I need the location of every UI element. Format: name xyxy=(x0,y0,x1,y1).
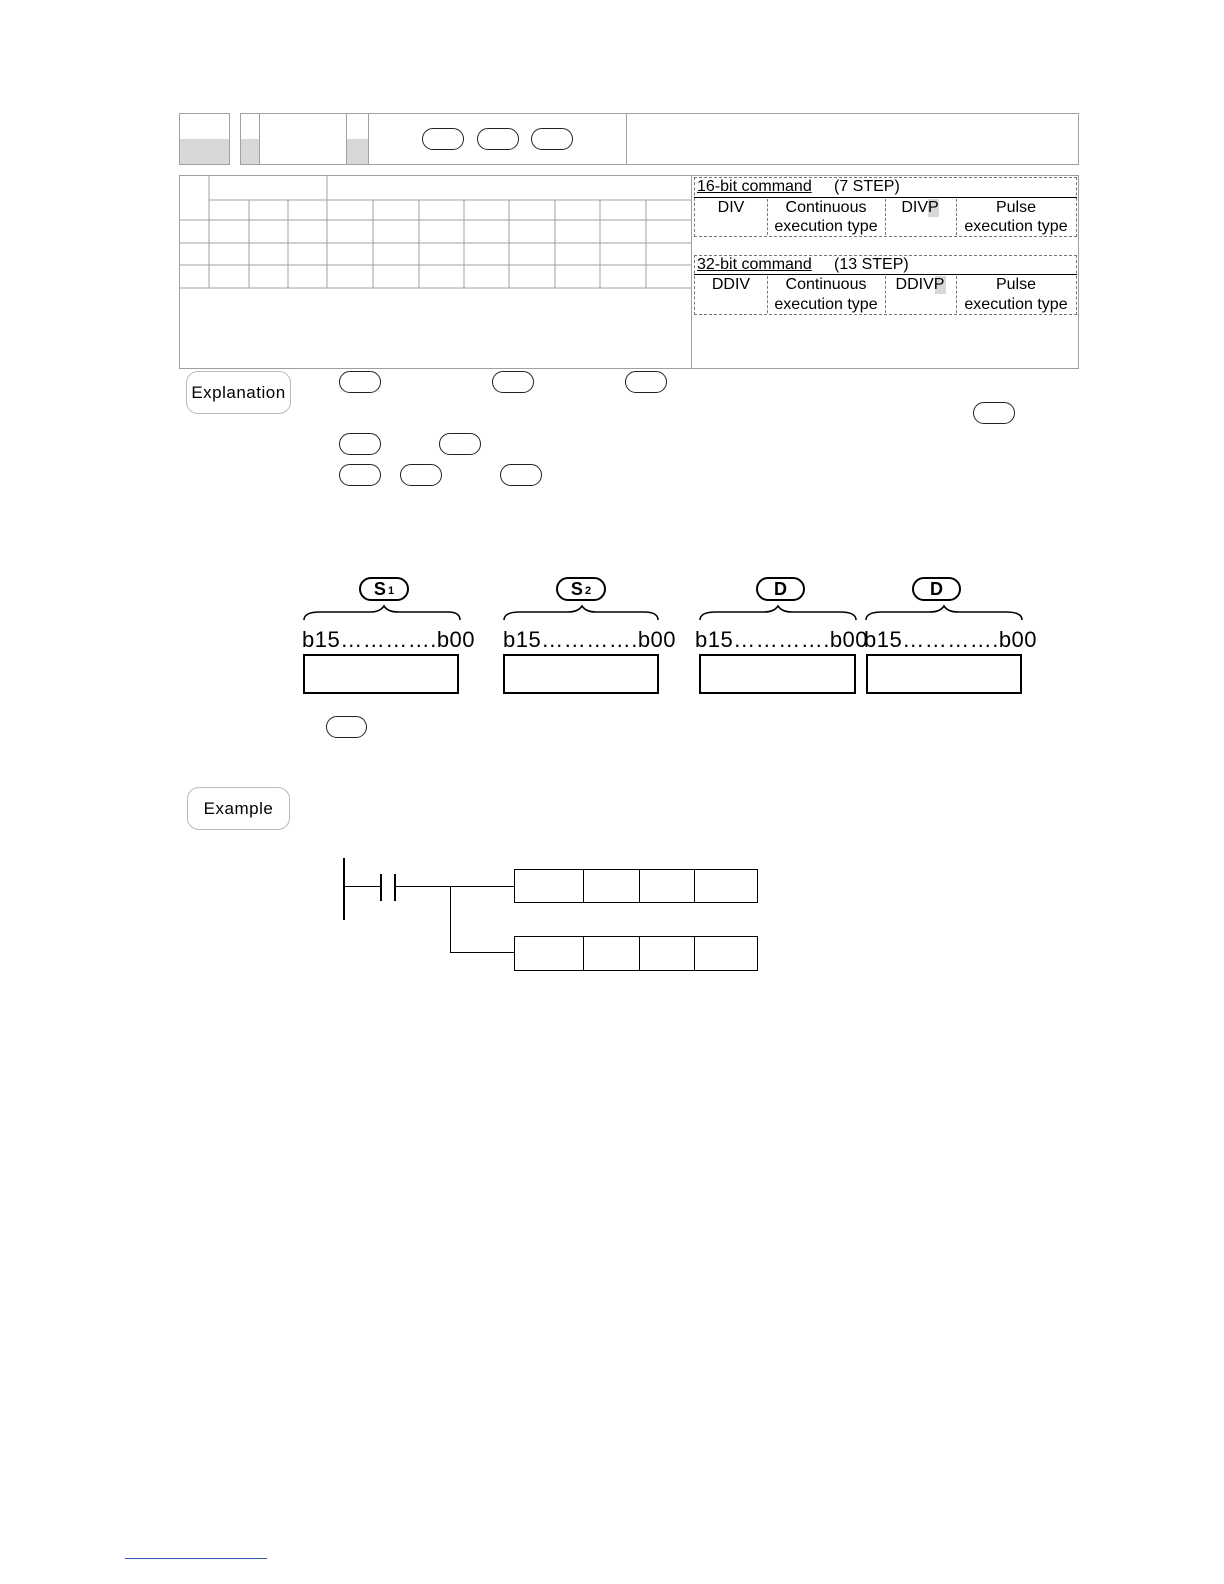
bit16-title-rule xyxy=(694,197,1077,198)
explanation-d-pill-2 xyxy=(973,402,1015,424)
contact-left-bar xyxy=(380,874,382,901)
register-d-high xyxy=(699,654,856,694)
instr2-s1 xyxy=(583,936,640,971)
instr1-s1 xyxy=(583,869,640,903)
register-s2 xyxy=(503,654,659,694)
explanation-s2-pill-3 xyxy=(400,464,442,486)
bit16-sep-3 xyxy=(956,199,957,235)
mnemonic-flag-d xyxy=(241,139,259,164)
operand-s1-pill xyxy=(422,128,464,150)
bit32-pulse-line1: Pulse xyxy=(995,276,1037,293)
mnemonic-flag-p xyxy=(347,139,368,164)
instr1-d xyxy=(694,869,758,903)
explanation-d-pill xyxy=(625,371,667,393)
example-label: Example xyxy=(187,787,290,830)
explanation-s2-pill xyxy=(492,371,534,393)
ladder-power-rail xyxy=(343,858,345,920)
diagram-braces xyxy=(300,604,1030,626)
bit16-sep-2 xyxy=(885,199,886,235)
diagram-d-label-low: D xyxy=(912,577,961,601)
bit16-steps: (7 STEP) xyxy=(834,178,900,195)
instr2-mnemonic xyxy=(514,936,584,971)
diagram-s2-bits: b15………….b00 xyxy=(503,627,677,652)
mnemonic-divider-c xyxy=(368,113,369,165)
mnemonic-divider-a xyxy=(259,113,260,165)
brace-s1 xyxy=(304,606,460,620)
operand-s2-pill xyxy=(477,128,519,150)
bit32-sep-2 xyxy=(885,276,886,313)
api-number-shade xyxy=(180,139,229,164)
brace-d-high xyxy=(700,606,856,620)
bit32-continuous-line1: Continuous xyxy=(785,276,867,293)
ladder-wire-mid xyxy=(395,886,514,887)
bit32-steps: (13 STEP) xyxy=(834,256,909,273)
explanation-s2-pill-2 xyxy=(439,433,481,455)
diagram-s1-bits: b15………….b00 xyxy=(302,627,476,652)
ladder-wire-left xyxy=(344,886,380,887)
bit16-continuous-line2: execution type xyxy=(774,218,878,235)
instr1-mnemonic xyxy=(514,869,584,903)
device-table-grid xyxy=(179,175,692,290)
contact-right-bar xyxy=(394,874,396,901)
register-d-low xyxy=(866,654,1022,694)
diagram-d-low-bits: b15………….b00 xyxy=(864,627,1038,652)
bit16-pulse-cmd: DIVP xyxy=(901,199,939,216)
bit32-pulse-cmd: DDIVP xyxy=(895,276,945,293)
bit32-sep-1 xyxy=(767,276,768,313)
ladder-branch-vertical xyxy=(450,886,451,953)
function-description-box xyxy=(626,113,1079,165)
instr1-s2 xyxy=(639,869,695,903)
bit32-continuous-line2: execution type xyxy=(774,296,878,313)
bit32-title-rule xyxy=(694,274,1077,275)
bit32-title: 32-bit command xyxy=(697,256,812,273)
bit32-sep-3 xyxy=(956,276,957,313)
explanation-d-pill-3 xyxy=(500,464,542,486)
bit16-title: 16-bit command xyxy=(697,178,812,195)
instr2-s2 xyxy=(639,936,695,971)
instr2-d xyxy=(694,936,758,971)
register-s1 xyxy=(303,654,459,694)
diagram-s1-label: S $_1$ xyxy=(359,577,409,601)
bit16-continuous-cmd: DIV xyxy=(717,199,745,216)
brace-s2 xyxy=(504,606,658,620)
diagram-note-pill xyxy=(326,716,367,738)
bit32-pulse-line2: execution type xyxy=(964,296,1068,313)
bit16-continuous-line1: Continuous xyxy=(785,199,867,216)
explanation-label: Explanation xyxy=(186,371,291,414)
explanation-s1-pill-3 xyxy=(339,464,381,486)
bit16-pulse-line1: Pulse xyxy=(995,199,1037,216)
explanation-s1-pill xyxy=(339,371,381,393)
brace-d-low xyxy=(866,606,1022,620)
explanation-s1-pill-2 xyxy=(339,433,381,455)
ladder-wire-branch xyxy=(450,952,514,953)
operand-d-pill xyxy=(531,128,573,150)
bit32-continuous-cmd: DDIV xyxy=(711,276,751,293)
bit16-pulse-line2: execution type xyxy=(964,218,1068,235)
footer-rule xyxy=(125,1558,267,1559)
bit16-sep-1 xyxy=(767,199,768,235)
diagram-d-high-bits: b15………….b00 xyxy=(695,627,869,652)
diagram-d-label-high: D xyxy=(756,577,805,601)
diagram-s2-label: S $_2$ xyxy=(556,577,606,601)
